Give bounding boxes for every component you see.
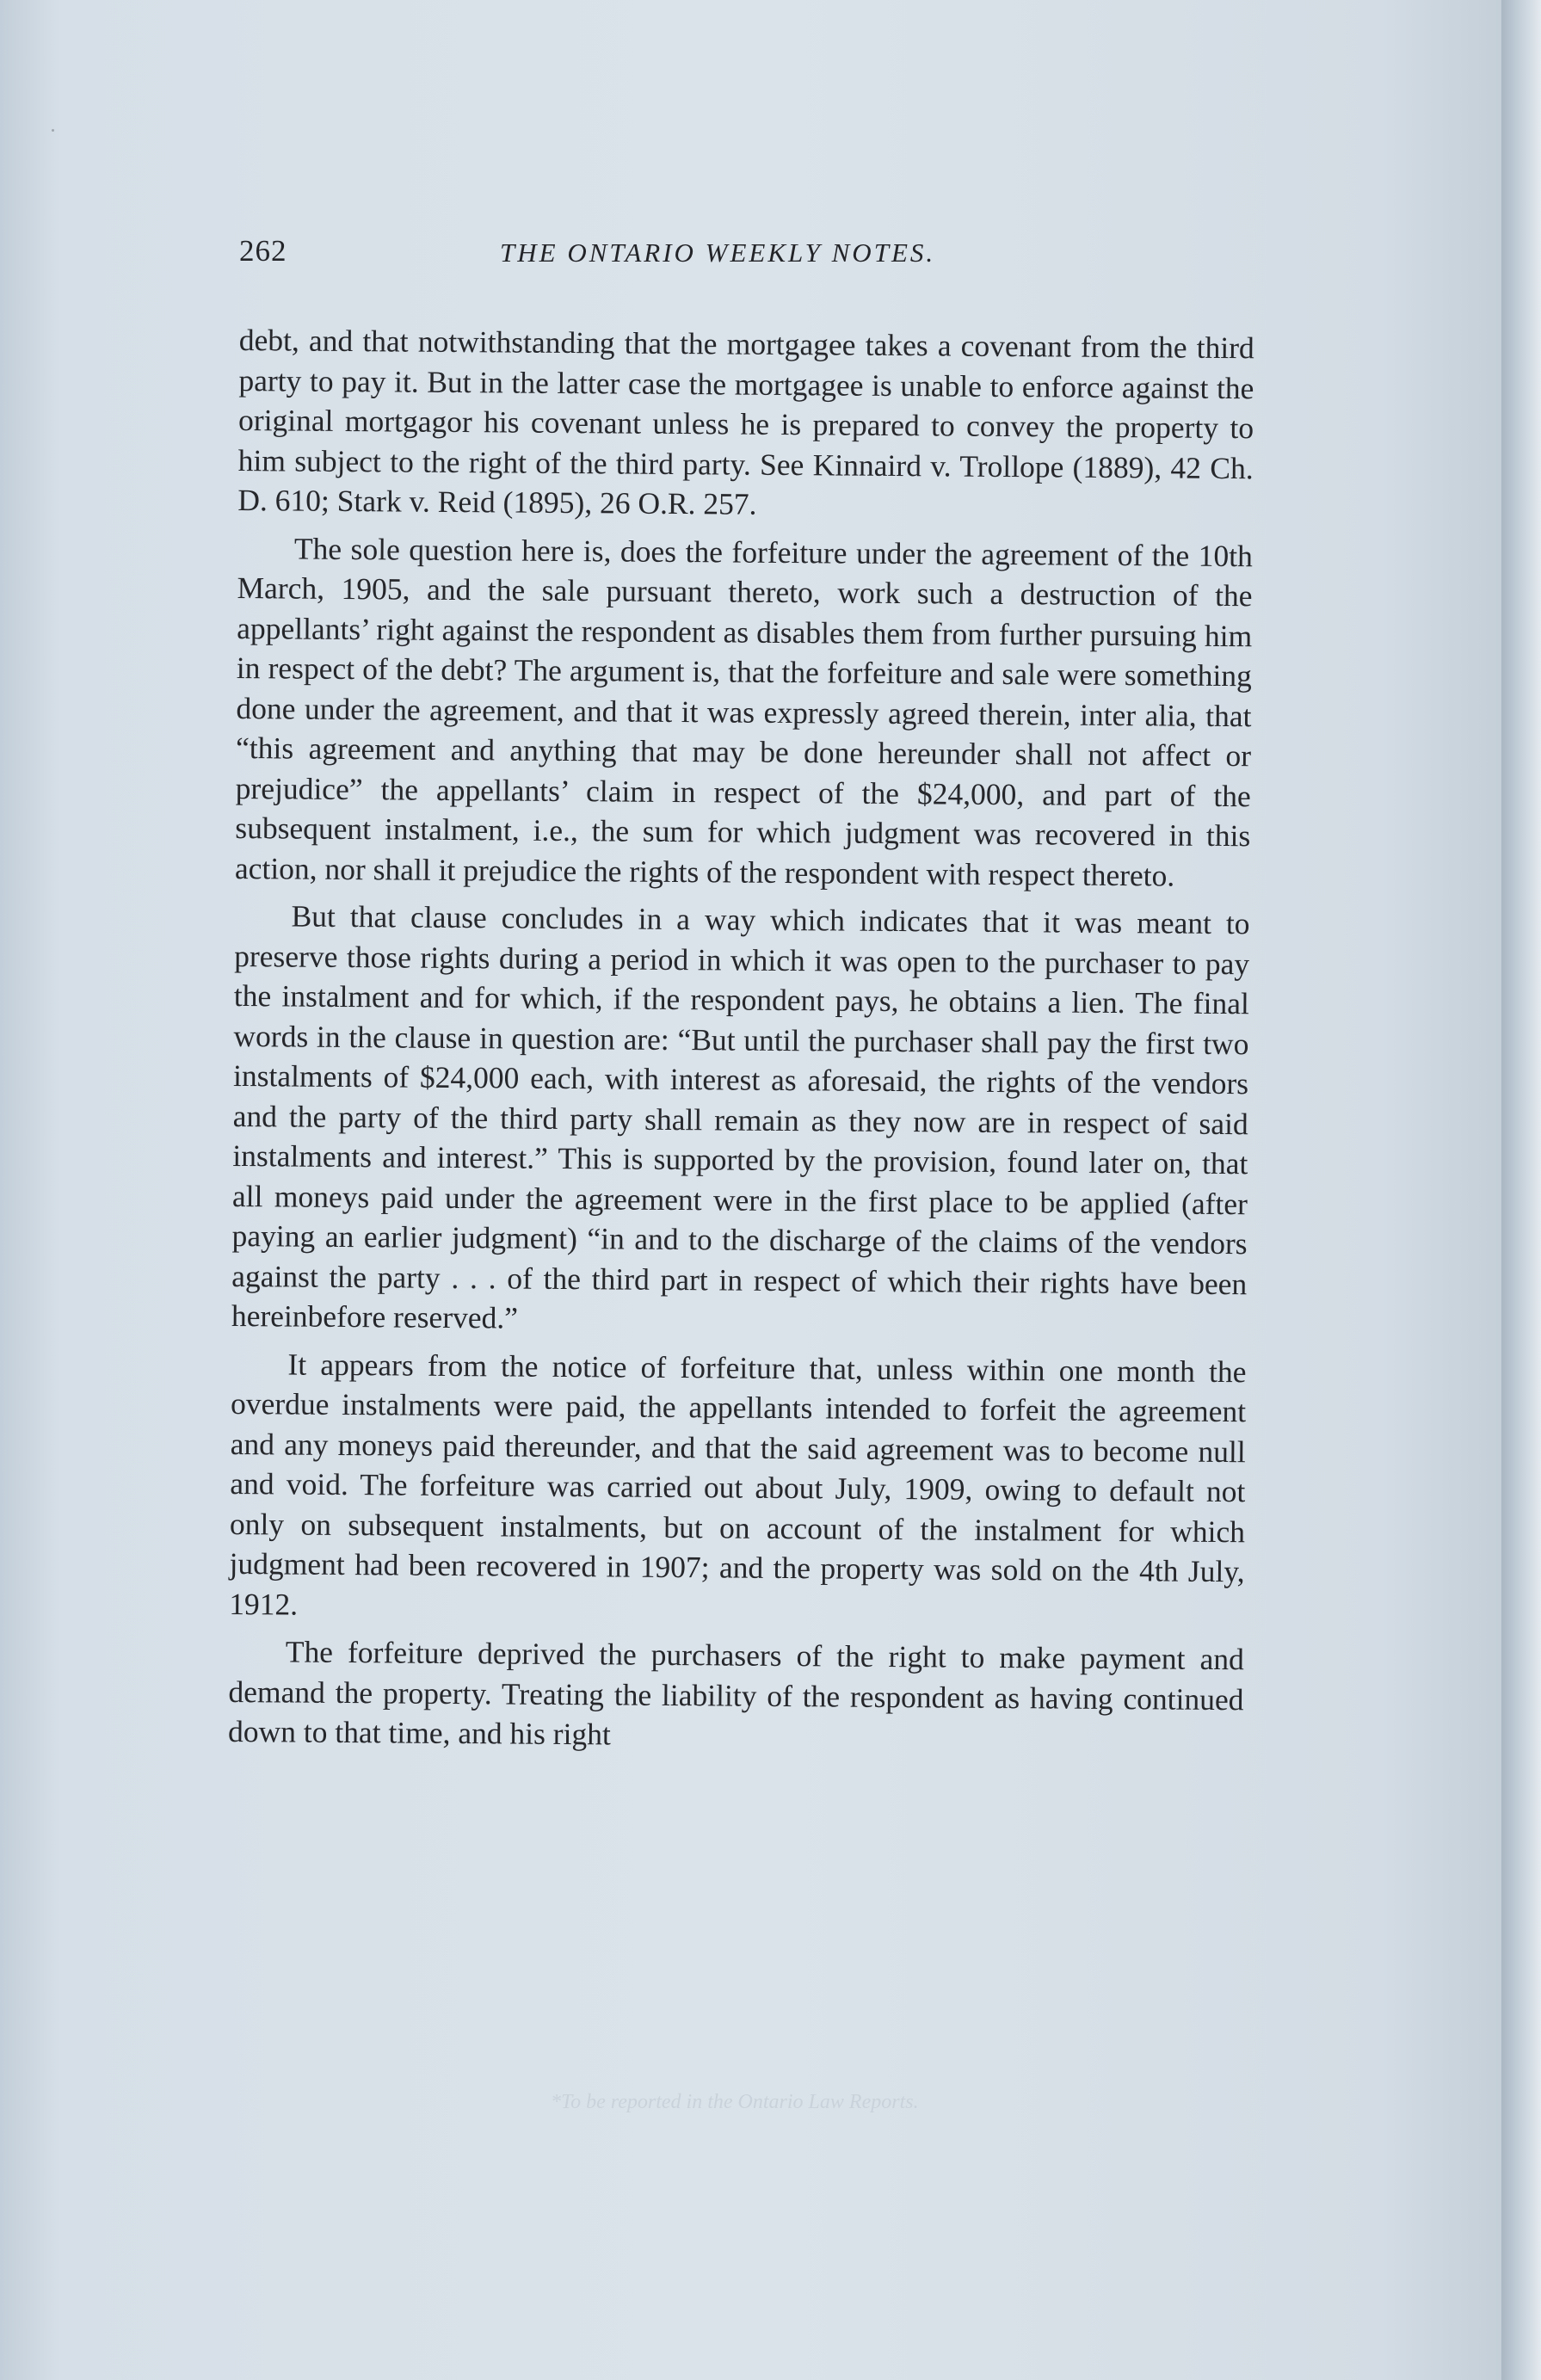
show-through-footnote: *To be reported in the Ontario Law Reports. (551, 2091, 919, 2113)
paragraph: The sole question here is, does the forfeiture under the agreement of the 10th March, 1905, and the sale pursuant thereto, work such a destruction of the appellants’ right against the respondent as disables them from further pursuing him in respect of the debt? The argument is, that the forfeiture and sale were something done under the agreement, and that it was expressly agreed therein, inter alia, that “this agreement and anything that may be done hereunder shall not affect or prejudice” the appellants’ claim in respect of the $24,000, and part of the subsequent instalment, i.e., the sum for which judgment was recovered in this action, nor shall it prejudice the rights of the respondent with respect thereto. (234, 531, 1254, 893)
paragraph: The forfeiture deprived the purchasers of the right to make payment and demand the property. Treating the liability of the respondent as having continued down to that time, and his right (227, 1634, 1244, 1752)
page-edge (1501, 0, 1541, 2380)
body-text (228, 320, 1254, 1767)
paragraph: But that clause concludes in a way which indicates that it was meant to preserve those rights during a period in which it was open to the purchaser to pay the instalment and for which, if the respondent pays, he obtains a lien. The final words in the clause in question are: “But until the purchaser shall pay the first two instalments of $24,000 each, with interest as aforesaid, the rights of the vendors and the party of the third party shall remain as they now are in respect of said instalments and interest.” This is supported by the provision, found later on, that all moneys paid under the agreement were in the first place to be applied (after paying an earlier judgment) “in and to the discharge of the claims of the vendors against the party . . . of the third part in respect of which their rights have been hereinbefore reserved.” (231, 898, 1250, 1335)
paragraph-continuation: debt, and that notwithstanding that the mortgagee takes a covenant from the third party to pay it. But in the latter case the mortgagee is unable to enforce against the original mortgagor his covenant unless he is prepared to convey the property to him subject to the right of the third party. See Kinnaird v. Trollope (1889), 42 Ch. D. 610; Stark v. Reid (1895), 26 O.R. 257. (237, 322, 1254, 521)
running-title: THE ONTARIO WEEKLY NOTES. (500, 237, 936, 268)
paragraph: It appears from the notice of forfeiture that, unless within one month the overdue instalments were paid, the appellants intended to forfeit the agreement and any moneys paid thereunder, and that the said agreement was to become null and void. The forfeiture was carried out about July, 1909, owing to default not only on subsequent instalments, but on account of the instalment for which judgment had been recovered in 1907; and the property was sold on the 4th July, 1912. (229, 1346, 1247, 1622)
paper-speck (52, 129, 54, 132)
page-number: 262 (239, 234, 287, 268)
page-header (239, 234, 1272, 277)
